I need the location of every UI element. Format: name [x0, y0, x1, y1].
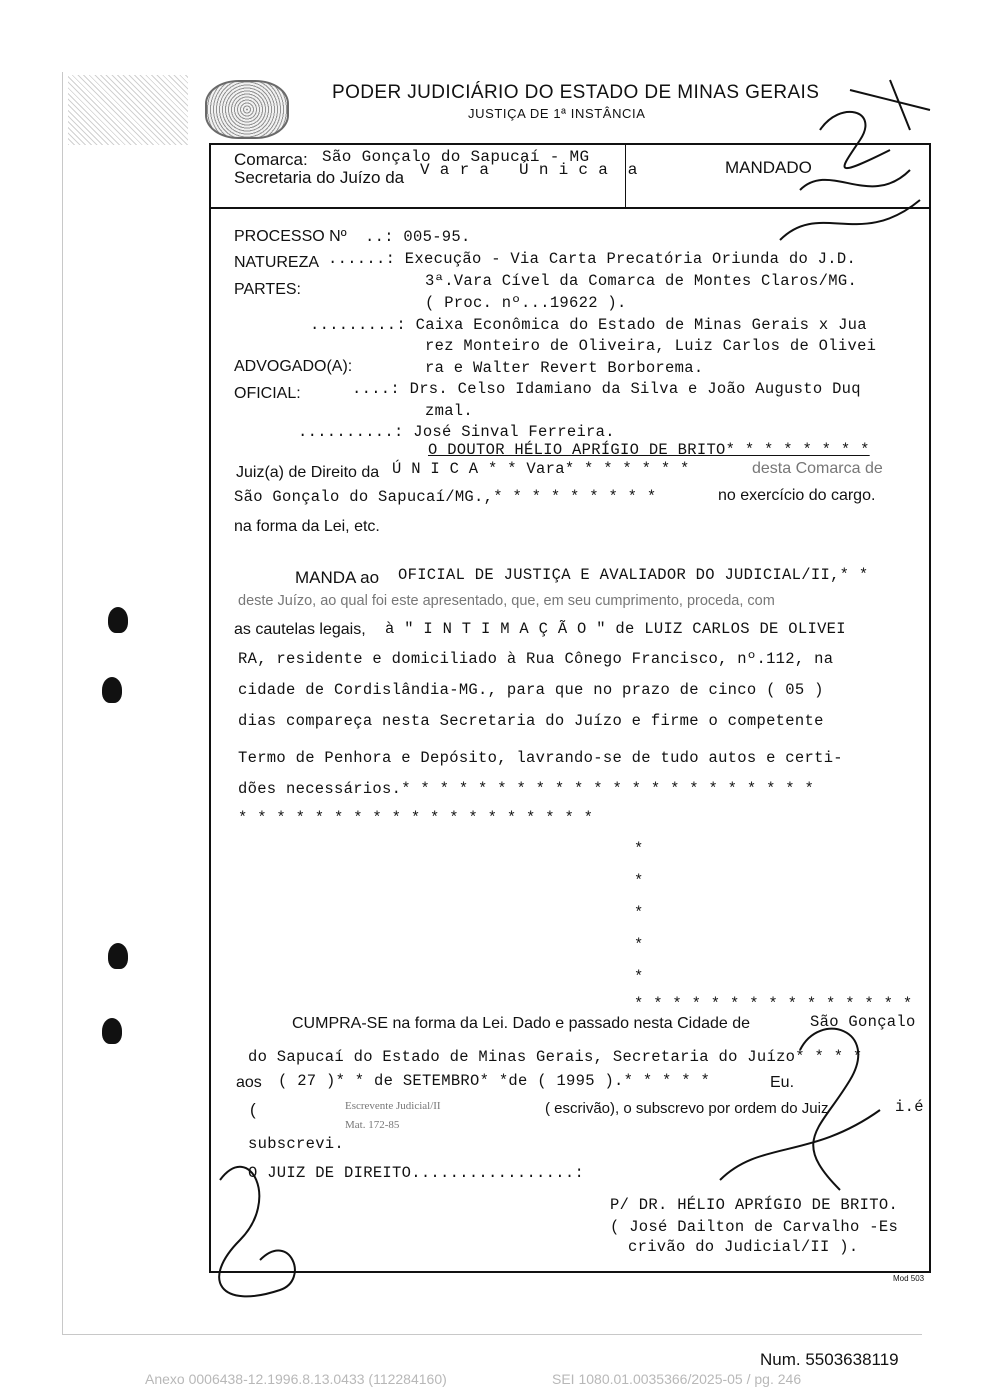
dias-line: dias compareça nesta Secretaria do Juízo e firme o competente: [238, 712, 824, 730]
comarca-value: São Gonçalo do Sapucaí - MG: [322, 148, 590, 166]
annex-reference: Anexo 0006438-12.1996.8.13.0433 (112284160): [145, 1371, 447, 1387]
star-col-2: *: [634, 872, 644, 890]
ie-text: i.é: [895, 1098, 924, 1116]
manda-prefix: MANDA ao: [295, 568, 380, 587]
does-line: dões necessários.* * * * * * * * * * * * * * * * * * * * * *: [238, 780, 815, 798]
document-type: MANDADO: [725, 158, 812, 177]
punch-hole-mark-2: [102, 677, 122, 703]
aos-prefix: aos: [236, 1074, 262, 1091]
scan-edge-bottom: [62, 1334, 922, 1335]
crivao-line: crivão do Judicial/II ).: [628, 1238, 859, 1256]
subscrevi-text: subscrevi.: [248, 1135, 345, 1153]
stars-row: * * * * * * * * * * * * * * * * * * *: [238, 809, 594, 827]
star-col-3: *: [634, 904, 644, 922]
cidade-line: cidade de Cordislândia-MG., para que no prazo de cinco ( 05 ): [238, 681, 824, 699]
cautelas-text: as cautelas legais,: [234, 621, 366, 638]
escrivao-text: ( escrivão), o subscrevo por ordem do Juiz: [545, 1100, 829, 1117]
comarca-label: Comarca:: [234, 150, 308, 169]
bottom-left-signature: [200, 1140, 320, 1330]
processo-label: PROCESSO Nº: [234, 228, 347, 245]
cumpra-city: São Gonçalo: [810, 1013, 916, 1031]
punch-hole-mark-1: [108, 607, 128, 633]
proc-number: ( Proc. nº...19622 ).: [425, 294, 627, 312]
advogado-line-1: ....: Drs. Celso Idamiano da Silva e João Augusto Duq: [352, 380, 861, 398]
natureza-line-2: 3ª.Vara Cível da Comarca de Montes Claros/MG.: [425, 272, 858, 290]
cumpra-prefix: CUMPRA-SE na forma da Lei. Dado e passado nesta Cidade de: [292, 1015, 751, 1032]
star-col-5: *: [634, 968, 644, 986]
stamp-line-1: Escrevente Judicial/II: [345, 1100, 441, 1112]
sao-goncalo-line: São Gonçalo do Sapucaí/MG.,* * * * * * * * *: [234, 488, 657, 506]
stars-bottom: * * * * * * * * * * * * * * *: [634, 995, 913, 1013]
deste-juizo: deste Juízo, ao qual foi este apresentado, que, em seu cumprimento, proceda, com: [238, 593, 775, 609]
partes-line-1: .........: Caixa Econômica do Estado de Minas Gerais x Jua: [310, 316, 867, 334]
partes-label: PARTES:: [234, 281, 301, 298]
juiz-suffix: desta Comarca de: [752, 460, 883, 477]
exercicio-text: no exercício do cargo.: [718, 487, 876, 504]
bottom-right-signature: [680, 990, 930, 1220]
top-signature-scribble: [740, 70, 940, 270]
jose-line: ( José Dailton de Carvalho -Es: [610, 1218, 899, 1236]
secretaria-label: Secretaria do Juízo da: [234, 168, 405, 187]
sei-reference: SEI 1080.01.0035366/2025-05 / pg. 246: [552, 1371, 802, 1387]
header-box-separator: [625, 145, 626, 207]
eu-text: Eu.: [770, 1074, 795, 1091]
secretaria-value: V a r a Ú n i c a: [420, 161, 609, 179]
natureza-label: NATUREZA: [234, 254, 320, 271]
partes-line-3: ra e Walter Revert Borborema.: [425, 359, 704, 377]
header-subtitle: JUSTIÇA DE 1ª INSTÂNCIA: [468, 106, 646, 121]
intimacao-line: à " I N T I M A Ç Ã O " de LUIZ CARLOS DE OLIVEI: [385, 620, 846, 638]
form-model-code: Mod 503: [893, 1274, 925, 1283]
escrivao-open: (: [250, 1100, 256, 1119]
advogado-label: ADVOGADO(A):: [234, 358, 353, 375]
processo-number: ..: 005-95.: [365, 228, 471, 246]
scan-edge-left: [62, 72, 63, 1334]
natureza-line-1: ......: Execução - Via Carta Precatória Oriunda do J.D.: [328, 250, 857, 268]
residence-line: RA, residente e domiciliado à Rua Cônego Francisco, nº.112, na: [238, 650, 834, 668]
oficial-line: ..........: José Sinval Ferreira.: [298, 423, 615, 441]
juiz-direito-line: O JUIZ DE DIREITO.................:: [248, 1164, 585, 1182]
oficial-label: OFICIAL:: [234, 385, 301, 402]
coat-of-arms-seal-icon: [205, 80, 289, 139]
star-col-1: *: [634, 840, 644, 858]
frame-left: [209, 143, 211, 1273]
partes-line-2: rez Monteiro de Oliveira, Luiz Carlos de Olivei: [425, 337, 877, 355]
secretaria-value-suffix: a: [628, 161, 637, 178]
doutor-line: O DOUTOR HÉLIO APRÍGIO DE BRITO* * * * * * * *: [428, 441, 870, 459]
juiz-vara: Ú N I C A * * Vara* * * * * * *: [392, 460, 690, 478]
sapucai-line: do Sapucaí do Estado de Minas Gerais, Secretaria do Juízo* * * *: [248, 1048, 863, 1066]
pdr-line: P/ DR. HÉLIO APRÍGIO DE BRITO.: [610, 1196, 899, 1214]
juiz-prefix: Juiz(a) de Direito da: [236, 464, 380, 481]
scan-noise: [68, 75, 188, 145]
star-col-4: *: [634, 936, 644, 954]
document-number: Num. 5503638119: [760, 1350, 899, 1369]
termo-line: Termo de Penhora e Depósito, lavrando-se de tudo autos e certi-: [238, 749, 843, 767]
advogado-line-2: zmal.: [425, 402, 474, 420]
stamp-line-2: Mat. 172-85: [345, 1119, 400, 1131]
punch-hole-mark-4: [102, 1018, 122, 1044]
punch-hole-mark-3: [108, 943, 128, 969]
header-title: PODER JUDICIÁRIO DO ESTADO DE MINAS GERAIS: [332, 82, 820, 103]
manda-oficial: OFICIAL DE JUSTIÇA E AVALIADOR DO JUDICIAL/II,* *: [398, 566, 869, 584]
forma-lei: na forma da Lei, etc.: [234, 518, 380, 535]
aos-date: ( 27 )* * de SETEMBRO* *de ( 1995 ).* * * * *: [278, 1072, 711, 1090]
